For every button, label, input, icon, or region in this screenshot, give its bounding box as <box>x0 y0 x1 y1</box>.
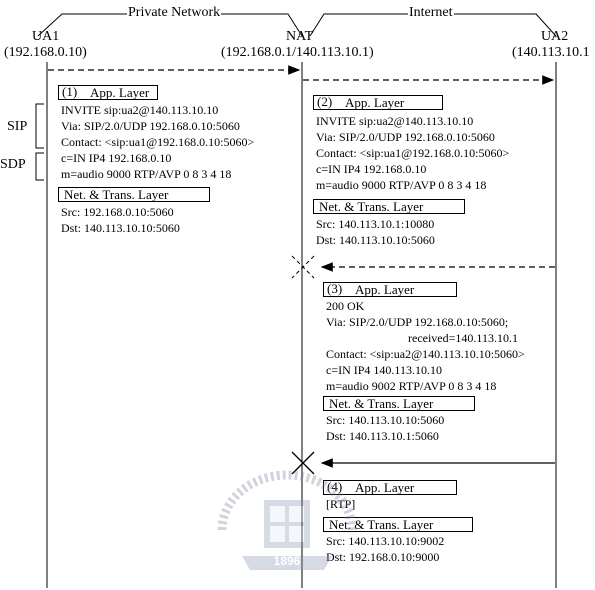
step3-net-layer-box <box>323 396 475 411</box>
step2-line-4: c=IN IP4 192.168.0.10 <box>316 162 427 176</box>
sdp-label: SDP <box>0 157 26 172</box>
step3-line-2: Via: SIP/2.0/UDP 192.168.0.10:5060; <box>326 315 509 329</box>
step2-app-layer-box <box>313 95 443 110</box>
step3-app-layer-box <box>323 282 457 297</box>
step1-line-3: Contact: <sip:ua1@192.168.0.10:5060> <box>61 135 255 149</box>
step3-number: (3) <box>327 281 343 296</box>
step2-net-layer-box <box>313 199 465 214</box>
blocked-x-dashed <box>292 256 314 278</box>
private-network-label: Private Network <box>128 5 221 20</box>
step3-line-6: m=audio 9002 RTP/AVP 0 8 3 4 18 <box>326 379 497 393</box>
nat-ip: (192.168.0.1/140.113.10.1) <box>221 45 374 60</box>
ua1-name: UA1 <box>32 29 60 44</box>
step4-dst: Dst: 192.168.0.10:9000 <box>326 550 440 564</box>
nat-name: NAT <box>286 29 314 44</box>
step2-number: (2) <box>317 94 333 109</box>
step2-line-5: m=audio 9000 RTP/AVP 0 8 3 4 18 <box>316 178 487 192</box>
step3-line-4: Contact: <sip:ua2@140.113.10.10:5060> <box>326 347 525 361</box>
step3-line-1: 200 OK <box>326 299 365 313</box>
step2-net-title: Net. & Trans. Layer <box>319 199 424 214</box>
step1-net-layer-box <box>58 187 210 202</box>
step1-line-2: Via: SIP/2.0/UDP 192.168.0.10:5060 <box>61 119 240 133</box>
ua1-ip: (192.168.0.10) <box>4 45 87 60</box>
step1-src: Src: 192.168.0.10:5060 <box>61 205 174 219</box>
ua2-name: UA2 <box>541 29 569 44</box>
step2-dst: Dst: 140.113.10.10:5060 <box>316 233 435 247</box>
step4-app-title: App. Layer <box>355 480 415 495</box>
step3-dst: Dst: 140.113.10.1:5060 <box>326 429 439 443</box>
step1-dst: Dst: 140.113.10.10:5060 <box>61 221 180 235</box>
step1-line-5: m=audio 9000 RTP/AVP 0 8 3 4 18 <box>61 167 232 181</box>
watermark-year: 1896 <box>273 554 301 568</box>
step2-src: Src: 140.113.10.1:10080 <box>316 217 435 231</box>
step1-app-layer-box <box>58 85 158 100</box>
step4-net-title: Net. & Trans. Layer <box>329 517 434 532</box>
step1-line-1: INVITE sip:ua2@140.113.10.10 <box>61 103 219 117</box>
internet-label: Internet <box>409 5 453 20</box>
step2-line-1: INVITE sip:ua2@140.113.10.10 <box>316 114 474 128</box>
step4-number: (4) <box>327 479 343 494</box>
step4-src: Src: 140.113.10.10:9002 <box>326 534 445 548</box>
step1-line-4: c=IN IP4 192.168.0.10 <box>61 151 172 165</box>
step1-net-title: Net. & Trans. Layer <box>64 187 169 202</box>
step2-line-3: Contact: <sip:ua1@192.168.0.10:5060> <box>316 146 510 160</box>
step1-number: (1) <box>62 84 78 99</box>
sdp-bracket <box>36 153 44 180</box>
step1-app-title: App. Layer <box>90 85 150 100</box>
step4-payload: [RTP] <box>326 497 356 511</box>
step2-line-2: Via: SIP/2.0/UDP 192.168.0.10:5060 <box>316 130 495 144</box>
sip-label: SIP <box>7 119 28 134</box>
step3-line-5: c=IN IP4 140.113.10.10 <box>326 363 442 377</box>
step3-src: Src: 140.113.10.10:5060 <box>326 413 445 427</box>
ua2-ip: (140.113.10.1 <box>512 45 590 60</box>
step3-line-3: received=140.113.10.1 <box>408 331 518 345</box>
step3-net-title: Net. & Trans. Layer <box>329 396 434 411</box>
university-seal-watermark <box>212 470 362 585</box>
sip-bracket <box>36 104 44 148</box>
step3-app-title: App. Layer <box>355 282 415 297</box>
step2-app-title: App. Layer <box>345 95 405 110</box>
